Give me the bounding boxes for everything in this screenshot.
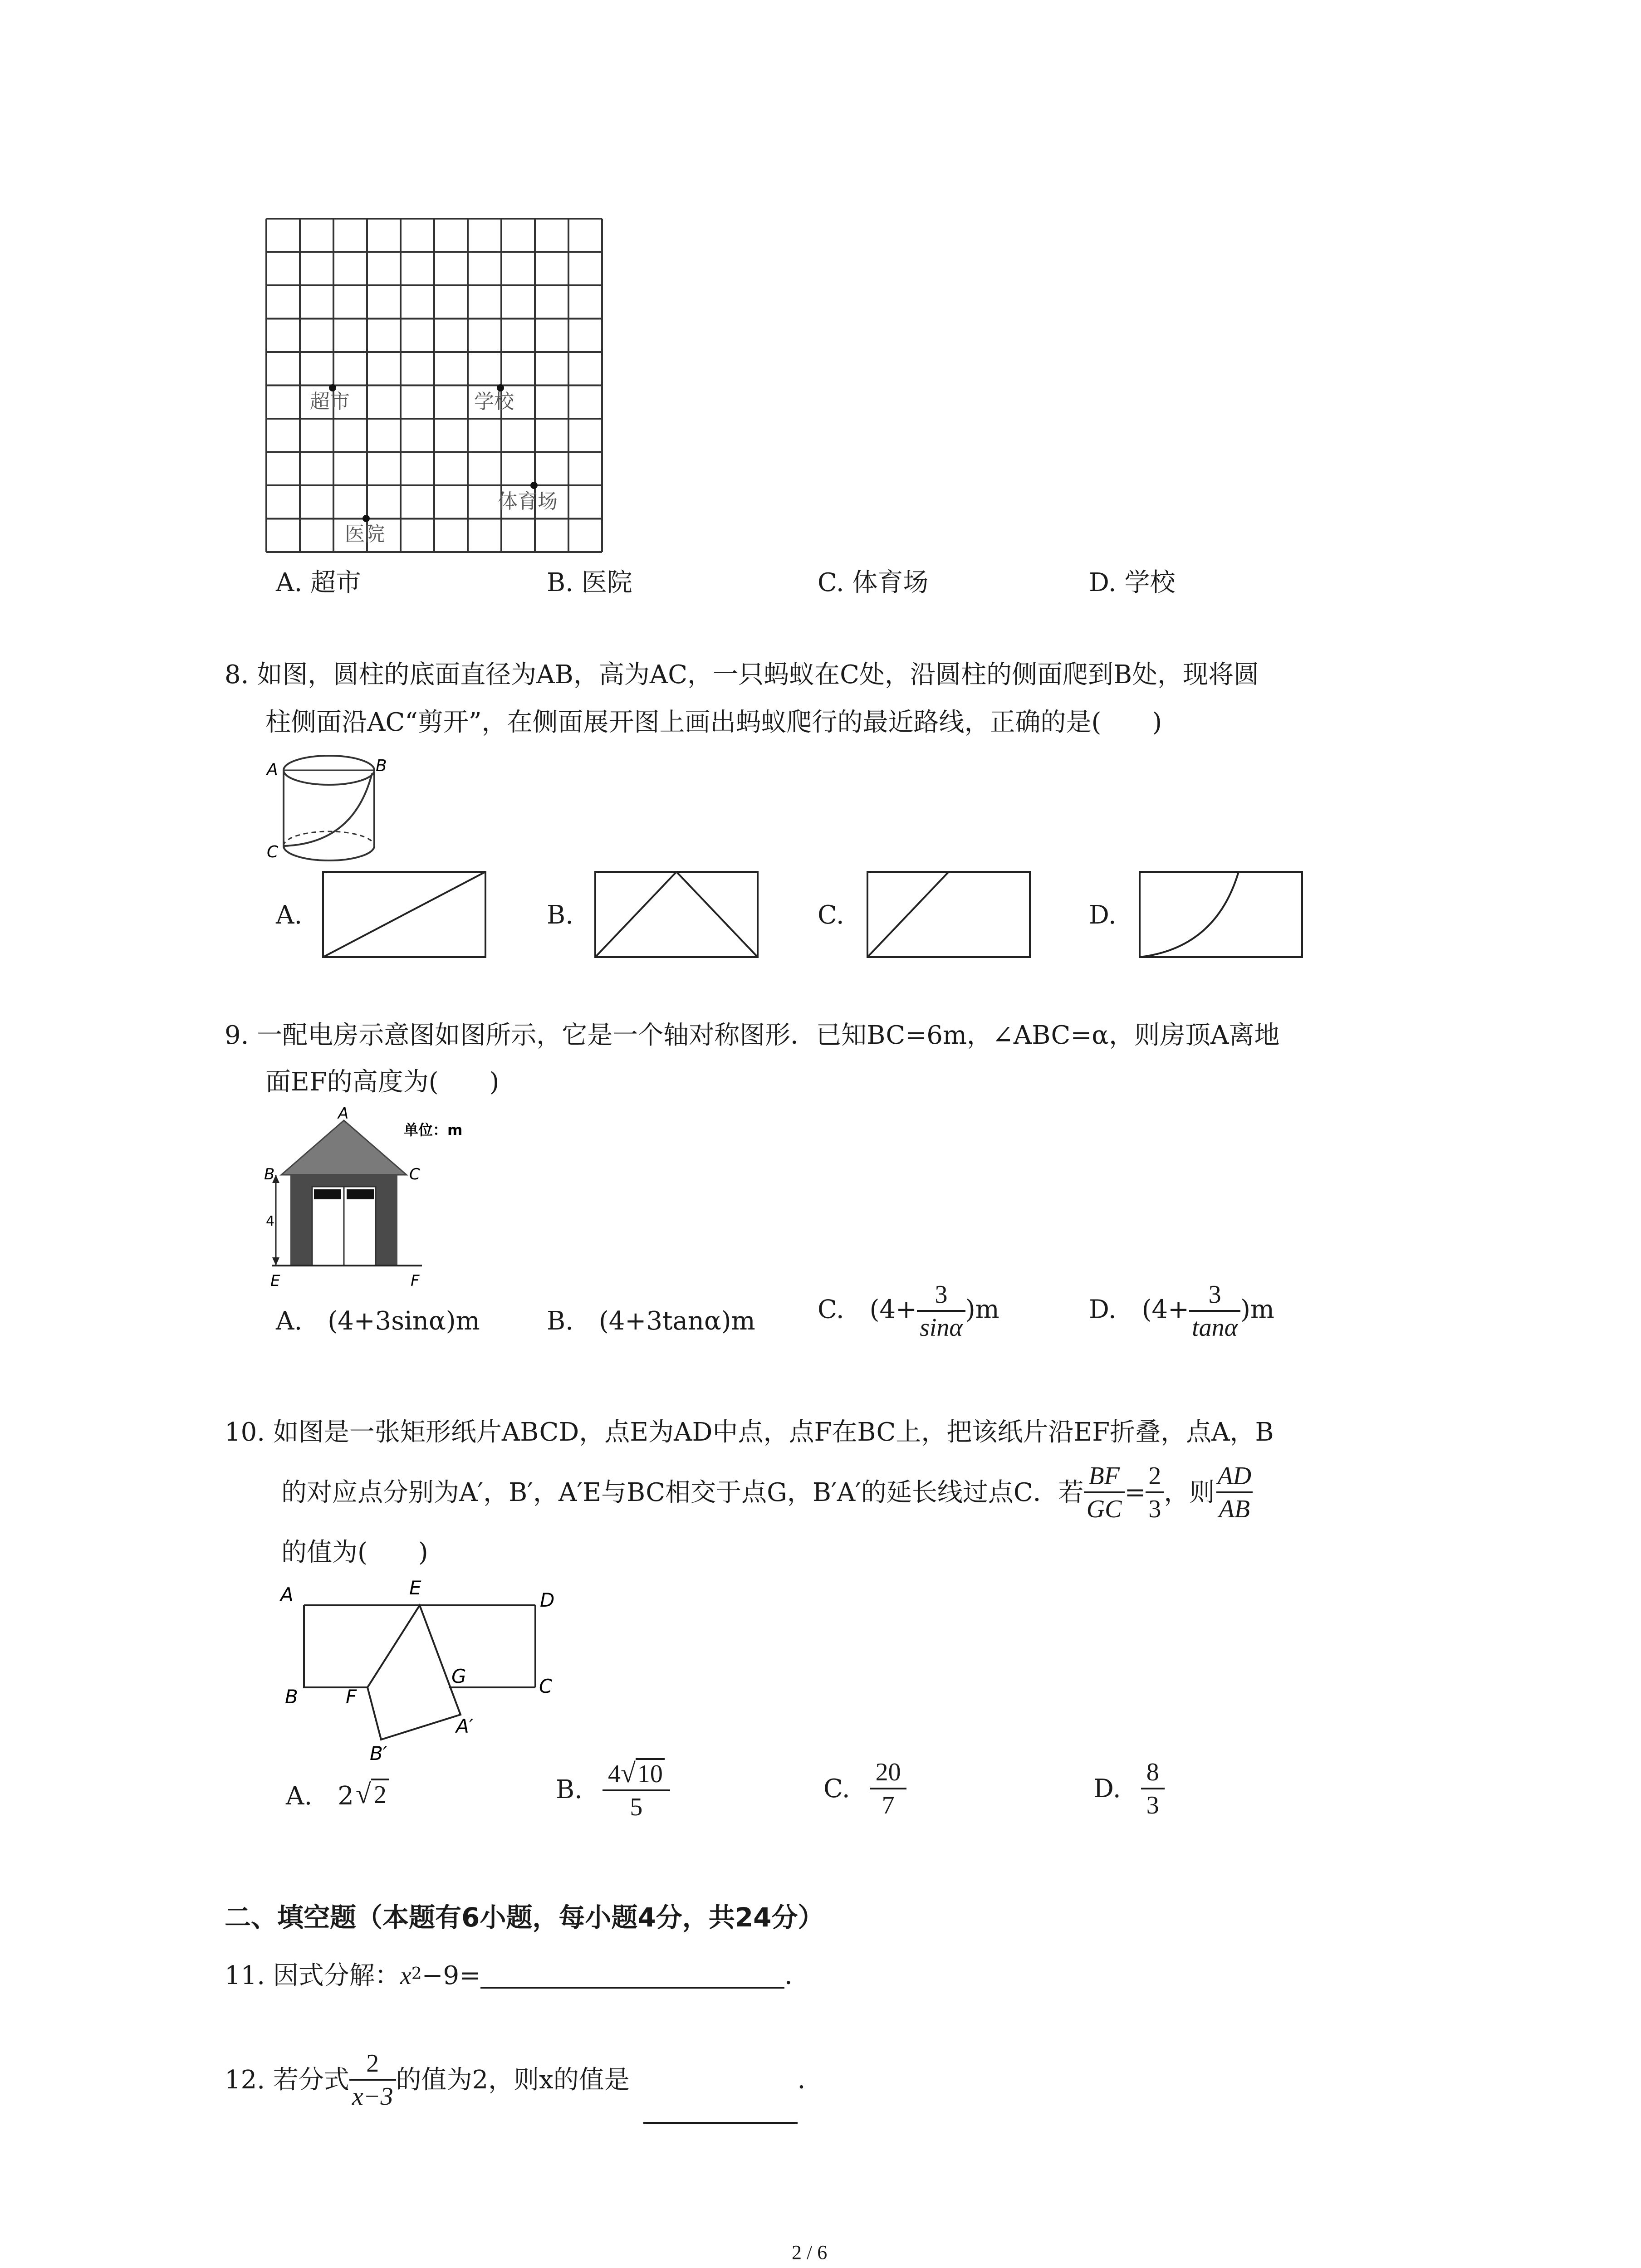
rect-label-e: E bbox=[409, 1577, 421, 1599]
folded-rectangle-figure bbox=[277, 1574, 594, 1774]
q10-option-a[interactable]: A. 2 √ 2 bbox=[286, 1776, 389, 1812]
school-label: 学校 bbox=[474, 390, 514, 413]
q8-option-d[interactable]: D. bbox=[1089, 900, 1117, 930]
substation-figure bbox=[263, 1102, 490, 1293]
stadium-label: 体育场 bbox=[498, 490, 558, 513]
cylinder-figure bbox=[263, 748, 399, 875]
q8-text-line1: 8. 如图，圆柱的底面直径为AB，高为AC，一只蚂蚁在C处，沿圆柱的侧面爬到B处，现将圆 bbox=[225, 660, 1259, 689]
rect-label-a-prime: A′ bbox=[456, 1715, 474, 1737]
cyl-label-a: A bbox=[267, 760, 278, 779]
rect-label-g: G bbox=[451, 1665, 466, 1687]
map-grid-figure bbox=[265, 218, 610, 556]
rect-label-f: F bbox=[346, 1686, 357, 1708]
q10-text-line2: 的对应点分别为A′，B′，A′E与BC相交于点G，B′A′的延长线过点C．若 $\frac{BF}{GC}$ = $\frac{2}{3}$ ，则 $\frac{AD}{AB}$ bbox=[281, 1463, 1254, 1523]
q11-line: 11. 因式分解： x $^2$ −9= ． bbox=[225, 1960, 810, 1989]
q8-option-b[interactable]: B. bbox=[547, 900, 573, 930]
q10-option-d[interactable]: D. $\frac{8}{3}$ bbox=[1093, 1759, 1162, 1819]
house-label-e: E bbox=[270, 1272, 280, 1290]
q8-option-b-figure bbox=[594, 871, 760, 959]
rect-label-a: A bbox=[280, 1584, 294, 1606]
q8-option-c-figure bbox=[867, 871, 1032, 959]
supermarket-label: 超市 bbox=[310, 390, 350, 413]
q9-text-line2: 面EF的高度为( ) bbox=[265, 1067, 500, 1097]
q8-option-c[interactable]: C. bbox=[818, 900, 844, 930]
rect-label-b: B bbox=[285, 1686, 298, 1708]
unit-label: 单位：m bbox=[404, 1121, 463, 1139]
q8-option-a[interactable]: A. bbox=[276, 900, 303, 930]
q9-option-a[interactable]: A. (4+3sinα)m bbox=[276, 1306, 480, 1336]
q7-option-a[interactable]: A. 超市 bbox=[276, 568, 362, 597]
q7-option-d[interactable]: D. 学校 bbox=[1089, 568, 1176, 597]
q8-text-line2: 柱侧面沿AC“剪开”，在侧面展开图上画出蚂蚁爬行的最近路线，正确的是( ) bbox=[265, 708, 1162, 737]
q9-text-line1: 9. 一配电房示意图如图所示，它是一个轴对称图形．已知BC=6m，∠ABC=α，则房顶A离地 bbox=[225, 1021, 1280, 1050]
hospital-point bbox=[362, 515, 370, 522]
section2-heading: 二、填空题（本题有6小题，每小题4分，共24分） bbox=[225, 1902, 824, 1933]
rect-label-c: C bbox=[539, 1675, 553, 1697]
cyl-label-b: B bbox=[376, 757, 387, 775]
cyl-label-c: C bbox=[267, 843, 279, 861]
hospital-label: 医院 bbox=[345, 523, 385, 546]
q9-option-c[interactable]: C. (4+ $\frac{3}{\sin\alpha}$ )m bbox=[818, 1281, 999, 1342]
q8-option-d-figure bbox=[1139, 871, 1304, 959]
q9-option-b[interactable]: B. (4+3tanα)m bbox=[547, 1306, 755, 1336]
q11-answer-blank[interactable] bbox=[480, 1960, 784, 1989]
q10-option-b[interactable]: B. $\frac{4√10}{5}$ bbox=[556, 1759, 667, 1821]
house-label-a: A bbox=[338, 1105, 349, 1123]
rect-label-b-prime: B′ bbox=[370, 1742, 387, 1765]
rect-label-d: D bbox=[540, 1589, 555, 1611]
q10-option-c[interactable]: C. $\frac{20}{7}$ bbox=[823, 1759, 904, 1819]
house-label-f: F bbox=[411, 1272, 420, 1290]
q9-option-d[interactable]: D. (4+ $\frac{3}{\tan\alpha}$ )m bbox=[1089, 1281, 1275, 1342]
q7-option-c[interactable]: C. 体育场 bbox=[818, 568, 929, 597]
q10-text-line1: 10. 如图是一张矩形纸片ABCD，点E为AD中点，点F在BC上，把该纸片沿EF折叠，点A，B bbox=[225, 1418, 1274, 1447]
q12-answer-blank[interactable] bbox=[643, 2095, 798, 2124]
q10-text-line3: 的值为( ) bbox=[281, 1538, 428, 1567]
house-height-label: 4 bbox=[266, 1213, 275, 1229]
stadium-point bbox=[530, 482, 538, 489]
q12-line: 12. 若分式 $\frac{2}{x-3}$ 的值为2，则x的值是 ． bbox=[225, 2050, 823, 2110]
house-label-b: B bbox=[264, 1165, 275, 1183]
page-number: 2 / 6 bbox=[792, 2241, 828, 2263]
house-label-c: C bbox=[409, 1165, 420, 1183]
q8-option-a-figure bbox=[322, 871, 488, 959]
q7-option-b[interactable]: B. 医院 bbox=[547, 568, 632, 597]
